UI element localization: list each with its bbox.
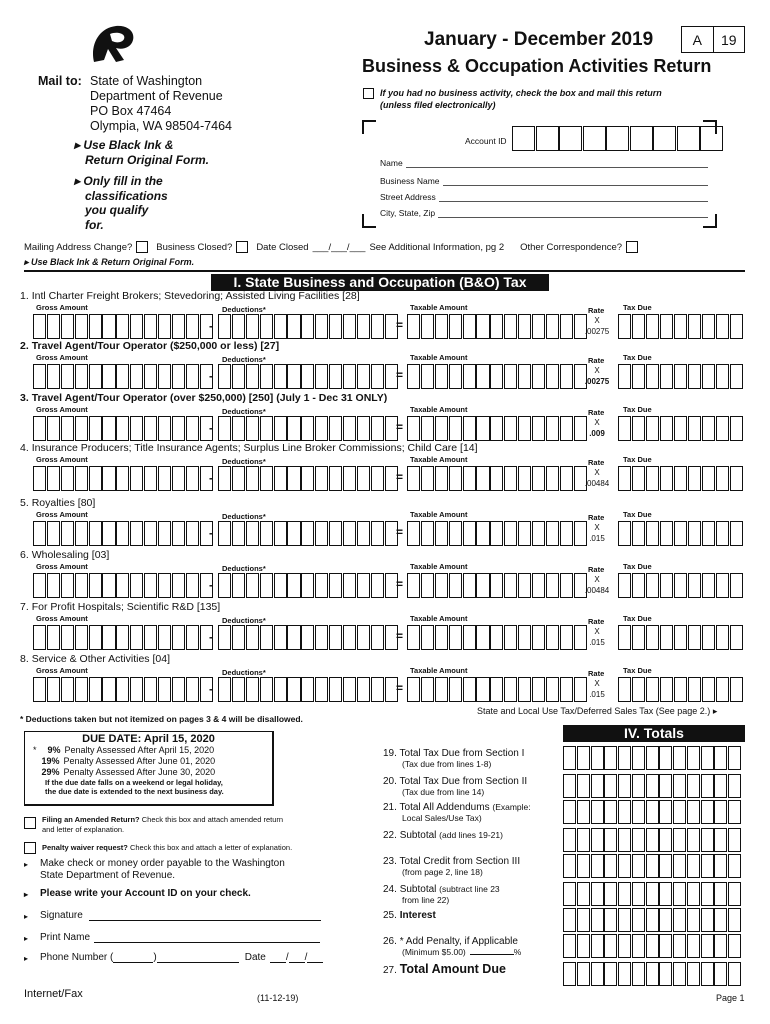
footer-left: Internet/Fax	[24, 988, 83, 1000]
total-number: 23.	[383, 856, 397, 867]
rate-multiplier	[583, 417, 611, 439]
gross-amount-field[interactable]	[33, 314, 213, 339]
business-name-label: Business Name	[380, 176, 440, 186]
total-number: 22.	[383, 830, 397, 841]
mail-line: Olympia, WA 98504-7464	[90, 119, 232, 133]
account-id-check-note: ▸ Please write your Account ID on your check.	[24, 888, 251, 899]
gross-amount-header: Gross Amount	[36, 303, 88, 312]
weekend-note: If the due date falls on a weekend or legal holiday,	[45, 778, 223, 787]
gross-amount-field[interactable]	[33, 364, 213, 389]
use-tax-note: State and Local Use Tax/Deferred Sales Tax (See page 2.) ▸	[477, 706, 718, 716]
taxable-amount-header: Taxable Amount	[410, 666, 468, 675]
payment-line: State Department of Revenue.	[40, 869, 176, 881]
amended-return-text	[42, 815, 283, 835]
total-inline-note: (Example:	[492, 802, 531, 812]
gross-amount-field[interactable]	[33, 677, 213, 702]
street-address-label: Street Address	[380, 192, 436, 202]
mail-line: State of Washington	[90, 74, 203, 88]
gross-amount-field[interactable]	[33, 573, 213, 598]
line-number: 6.	[20, 549, 29, 561]
total-label: Total All Addendums	[399, 802, 490, 813]
waiver-bold: Penalty waiver request?	[42, 843, 128, 852]
section-1-title: I. State Business and Occupation (B&O) Tax	[211, 274, 549, 291]
street-address-field[interactable]	[380, 192, 708, 202]
line-label: Service & Other Activities [04]	[31, 653, 170, 665]
multiply-sign: X	[594, 523, 600, 532]
equals-sign: =	[396, 577, 404, 591]
gross-amount-field[interactable]	[33, 521, 213, 546]
rate-multiplier	[583, 522, 611, 544]
section-4-title: IV. Totals	[563, 725, 745, 742]
taxable-amount-field[interactable]	[407, 625, 587, 650]
taxable-amount-field[interactable]	[407, 677, 587, 702]
multiply-sign: X	[594, 468, 600, 477]
taxable-amount-field[interactable]	[407, 521, 587, 546]
total-number: 21.	[383, 802, 397, 813]
total-amount-field[interactable]	[563, 908, 742, 932]
multiply-sign: X	[594, 679, 600, 688]
minus-sign: -	[209, 526, 213, 540]
penalty-pct: 9%	[47, 745, 61, 755]
address-bracket	[362, 214, 376, 228]
tax-due-header: Tax Due	[623, 303, 652, 312]
tax-due-field[interactable]	[618, 573, 744, 598]
tax-due-header: Tax Due	[623, 614, 652, 623]
total-amount-field[interactable]	[563, 774, 742, 798]
line-title	[20, 442, 478, 454]
tax-due-header: Tax Due	[623, 666, 652, 675]
total-label: Total Credit from Section III	[399, 856, 521, 867]
mail-address	[90, 74, 232, 134]
penalty-waiver-text	[42, 842, 292, 854]
due-date-title: DUE DATE: April 15, 2020	[82, 733, 215, 745]
line-title	[20, 601, 220, 613]
penalty-pct: 29%	[41, 767, 60, 777]
total-amount-field[interactable]	[563, 800, 742, 824]
account-id-field[interactable]	[512, 126, 724, 151]
payment-line: Make check or money order payable to the Washington	[40, 858, 285, 869]
date-slash: /	[304, 952, 308, 963]
business-name-field[interactable]	[380, 176, 708, 186]
rate-header: Rate	[588, 356, 605, 365]
minus-sign: -	[209, 630, 213, 644]
total-sub-note: from line 22)	[402, 895, 450, 905]
equals-sign: =	[396, 470, 404, 484]
note-line: Use Black Ink &	[83, 138, 174, 152]
address-bracket	[362, 120, 376, 134]
amended-text: Check this box and attach amended return	[141, 815, 284, 824]
equals-sign: =	[396, 629, 404, 643]
line-number: 7.	[20, 601, 29, 613]
tax-due-field[interactable]	[618, 625, 744, 650]
no-business-line: If you had no business activity, check the box and mail this return	[380, 88, 662, 98]
amended-return-checkbox[interactable]	[24, 817, 36, 829]
minus-sign: -	[209, 421, 213, 435]
signature-field[interactable]: ▸ Signature	[24, 910, 321, 921]
deductions-note: * Deductions taken but not itemized on pages 3 & 4 will be disallowed.	[20, 714, 303, 724]
multiply-sign: X	[594, 575, 600, 584]
date-closed-field[interactable]: ___/___/___	[312, 241, 366, 253]
form-title: Business & Occupation Activities Return	[362, 56, 712, 76]
gross-amount-header: Gross Amount	[36, 614, 88, 623]
rate-multiplier	[583, 678, 611, 700]
tax-due-field[interactable]	[618, 364, 744, 389]
no-business-line: (unless filed electronically)	[380, 100, 496, 110]
address-change-checkbox[interactable]	[136, 241, 148, 253]
taxable-amount-header: Taxable Amount	[410, 353, 468, 362]
penalty-text: Penalty Assessed After June 30, 2020	[63, 767, 216, 777]
taxable-amount-field[interactable]	[407, 416, 587, 441]
total-line	[383, 884, 500, 906]
deductions-field[interactable]	[218, 416, 398, 441]
print-name-label: Print Name	[40, 932, 91, 943]
amended-bold: Filing an Amended Return?	[42, 815, 140, 824]
form-code-box	[681, 26, 745, 53]
equals-sign: =	[396, 525, 404, 539]
taxable-amount-header: Taxable Amount	[410, 303, 468, 312]
total-sub-note: (Minimum $5.00)	[402, 947, 466, 957]
phone-paren: )	[153, 952, 157, 963]
city-state-zip-field[interactable]	[380, 208, 708, 218]
rate-header: Rate	[588, 617, 605, 626]
line-number: 4.	[20, 442, 29, 454]
total-number: 20.	[383, 776, 397, 787]
deductions-field[interactable]	[218, 677, 398, 702]
gross-amount-header: Gross Amount	[36, 562, 88, 571]
total-line	[383, 936, 521, 958]
total-label: Total Tax Due from Section II	[399, 776, 528, 787]
gross-amount-field[interactable]	[33, 466, 213, 491]
minus-sign: -	[209, 369, 213, 383]
total-number: 19.	[383, 748, 397, 759]
no-business-checkbox[interactable]	[363, 88, 374, 99]
other-correspondence-checkbox[interactable]	[626, 241, 638, 253]
line-label: Royalties [80]	[31, 497, 96, 509]
tax-due-field[interactable]	[618, 466, 744, 491]
total-line	[383, 856, 520, 878]
multiply-sign: X	[594, 627, 600, 636]
rate-multiplier	[583, 626, 611, 648]
line-number: 1.	[20, 290, 29, 302]
note-line: for.	[85, 217, 104, 232]
total-sub-note: (Tax due from lines 1-8)	[402, 759, 492, 769]
taxable-amount-field[interactable]	[407, 314, 587, 339]
tax-due-header: Tax Due	[623, 510, 652, 519]
total-amount-field[interactable]	[563, 854, 742, 878]
gross-amount-header: Gross Amount	[36, 455, 88, 464]
total-amount-field[interactable]	[563, 746, 742, 770]
see-additional-note: See Additional Information, pg 2	[369, 241, 505, 253]
deductions-field[interactable]	[218, 364, 398, 389]
amended-return-row	[24, 815, 283, 835]
deductions-header: Deductions*	[222, 616, 266, 625]
line-title	[20, 340, 279, 352]
percent-sign: %	[513, 947, 522, 957]
line-label: Travel Agent/Tour Operator (over $250,000) [250] (July 1 - Dec 31 ONLY)	[31, 392, 388, 404]
equals-sign: =	[396, 681, 404, 695]
city-label: City, State, Zip	[380, 208, 436, 218]
tax-due-header: Tax Due	[623, 562, 652, 571]
gross-amount-header: Gross Amount	[36, 510, 88, 519]
line-label: Intl Charter Freight Brokers; Stevedoring; Assisted Living Facilities [28]	[31, 290, 360, 302]
taxable-amount-field[interactable]	[407, 364, 587, 389]
line-label: Wholesaling [03]	[31, 549, 110, 561]
date-closed-label: Date Closed	[256, 241, 309, 253]
line-number: 2.	[20, 340, 29, 352]
phone-label: Phone Number (	[40, 952, 114, 963]
mail-to-label: Mail to:	[38, 74, 82, 88]
deductions-field[interactable]	[218, 466, 398, 491]
line-title	[20, 653, 170, 665]
form-code: A	[692, 31, 702, 48]
total-line	[383, 910, 436, 921]
rate-multiplier	[583, 365, 611, 387]
line-label: Insurance Producers; Title Insurance Agents; Surplus Line Broker Commissions; Child Care [14]	[31, 442, 478, 454]
rate-multiplier	[583, 467, 611, 489]
deductions-header: Deductions*	[222, 305, 266, 314]
deductions-header: Deductions*	[222, 668, 266, 677]
deductions-header: Deductions*	[222, 407, 266, 416]
rate-header: Rate	[588, 458, 605, 467]
tax-due-field[interactable]	[618, 521, 744, 546]
status-row	[24, 241, 646, 253]
account-id-label: Account ID	[465, 136, 507, 146]
taxable-amount-header: Taxable Amount	[410, 405, 468, 414]
due-date-box	[24, 731, 274, 806]
total-inline-note: (add lines 19-21)	[439, 830, 503, 840]
minus-sign: -	[209, 578, 213, 592]
tax-due-field[interactable]	[618, 416, 744, 441]
gross-amount-field[interactable]	[33, 625, 213, 650]
rate-multiplier	[583, 574, 611, 596]
multiply-sign: X	[594, 418, 600, 427]
minus-sign: -	[209, 319, 213, 333]
tax-rate: .009	[589, 429, 605, 438]
deductions-field[interactable]	[218, 521, 398, 546]
taxable-amount-header: Taxable Amount	[410, 455, 468, 464]
waiver-text: Check this box and attach a letter of explanation.	[129, 843, 293, 852]
penalty-text: Penalty Assessed After April 15, 2020	[64, 745, 215, 755]
deductions-header: Deductions*	[222, 512, 266, 521]
line-title	[20, 549, 109, 561]
use-black-ink-text: Use Black Ink & Return Original Form.	[31, 257, 195, 267]
tax-due-header: Tax Due	[623, 455, 652, 464]
total-label: Subtotal	[399, 830, 437, 841]
tax-due-field[interactable]	[618, 677, 744, 702]
taxable-amount-header: Taxable Amount	[410, 562, 468, 571]
other-correspondence-label: Other Correspondence?	[520, 241, 623, 253]
line-title	[20, 497, 95, 509]
print-name-field[interactable]: ▸ Print Name	[24, 932, 320, 943]
penalty-line	[33, 767, 272, 778]
address-change-label: Mailing Address Change?	[24, 241, 133, 253]
penalty-text: Penalty Assessed After June 01, 2020	[63, 756, 216, 766]
business-closed-checkbox[interactable]	[236, 241, 248, 253]
penalty-line: * 9% Penalty Assessed After April 15, 2020	[33, 745, 215, 755]
use-tax-text: State and Local Use Tax/Deferred Sales Tax (See page 2.)	[477, 706, 711, 716]
tax-due-header: Tax Due	[623, 353, 652, 362]
note-line: Return Original Form.	[85, 152, 210, 167]
total-number: 24.	[383, 884, 397, 895]
deductions-header: Deductions*	[222, 564, 266, 573]
total-line	[383, 802, 531, 824]
deductions-header: Deductions*	[222, 355, 266, 364]
footer-center: (11-12-19)	[257, 993, 299, 1003]
total-amount-field[interactable]	[563, 882, 742, 906]
total-sub-note: (from page 2, line 18)	[402, 867, 483, 877]
name-label: Name	[380, 158, 403, 168]
total-label: Total Amount Due	[399, 962, 506, 976]
phone-date-row: ▸ Phone Number ( ) Date / /	[24, 952, 323, 963]
signature-label: Signature	[40, 910, 83, 921]
gross-amount-field[interactable]	[33, 416, 213, 441]
tax-rate: .015	[589, 638, 605, 647]
total-amount-field[interactable]	[563, 934, 742, 958]
rate-header: Rate	[588, 565, 605, 574]
rate-header: Rate	[588, 408, 605, 417]
total-number: 27.	[383, 965, 397, 976]
total-line	[383, 964, 506, 976]
total-label: * Add Penalty, if Applicable	[399, 936, 518, 947]
weekend-note: the due date is extended to the next business day.	[45, 787, 224, 796]
taxable-amount-field[interactable]	[407, 573, 587, 598]
tax-due-field[interactable]	[618, 314, 744, 339]
total-amount-field[interactable]	[563, 828, 742, 852]
equals-sign: =	[396, 420, 404, 434]
phone-number-field[interactable]	[157, 952, 239, 963]
total-label: Interest	[399, 910, 436, 921]
penalty-waiver-checkbox[interactable]	[24, 842, 36, 854]
note-line: Only fill in the	[83, 174, 163, 188]
total-line	[383, 748, 524, 770]
date-slash: /	[285, 952, 289, 963]
penalty-waiver-row	[24, 842, 292, 854]
line-number: 5.	[20, 497, 29, 509]
taxable-amount-field[interactable]	[407, 466, 587, 491]
deductions-field[interactable]	[218, 573, 398, 598]
deductions-field[interactable]	[218, 625, 398, 650]
gross-amount-header: Gross Amount	[36, 353, 88, 362]
penalty-line	[33, 756, 272, 767]
no-business-note	[380, 87, 710, 111]
total-label: Total Tax Due from Section I	[399, 748, 525, 759]
rate-header: Rate	[588, 306, 605, 315]
account-note-text: Please write your Account ID on your check.	[40, 888, 251, 899]
amended-text: and letter of explanation.	[42, 825, 125, 834]
tax-rate: .00484	[584, 586, 610, 595]
form-number: 19	[713, 27, 745, 52]
name-field[interactable]	[380, 158, 708, 168]
line-number: 8.	[20, 653, 29, 665]
line-number: 3.	[20, 392, 29, 404]
dor-logo-icon	[88, 22, 138, 68]
taxable-amount-header: Taxable Amount	[410, 614, 468, 623]
mail-line: PO Box 47464	[90, 104, 172, 118]
gross-amount-header: Gross Amount	[36, 666, 88, 675]
line-label: For Profit Hospitals; Scientific R&D [135]	[31, 601, 221, 613]
phone-area-field[interactable]	[113, 952, 153, 963]
minus-sign: -	[209, 682, 213, 696]
tax-rate: .015	[589, 534, 605, 543]
mail-line: Department of Revenue	[90, 89, 223, 103]
line-title	[20, 392, 387, 404]
date-label: Date	[244, 952, 266, 963]
multiply-sign: X	[594, 316, 600, 325]
divider	[24, 270, 745, 272]
black-ink-note: ▸ Use Black Ink & Return Original Form.	[74, 138, 210, 167]
total-inline-note: (subtract line 23	[439, 884, 500, 894]
footer-page: Page 1	[716, 993, 745, 1003]
business-closed-label: Business Closed?	[156, 241, 233, 253]
classification-note: ▸ Only fill in the classifications you qualify for.	[74, 174, 168, 232]
total-sub-note: Local Sales/Use Tax)	[402, 813, 482, 823]
payment-instruction: ▸ Make check or money order payable to the Washington State Department of Revenue.	[24, 858, 285, 881]
equals-sign: =	[396, 318, 404, 332]
rate-multiplier	[583, 315, 611, 337]
line-title	[20, 290, 360, 302]
deductions-field[interactable]	[218, 314, 398, 339]
note-line: classifications	[85, 188, 168, 203]
taxable-amount-header: Taxable Amount	[410, 510, 468, 519]
total-sub-note: (Tax due from line 14)	[402, 787, 485, 797]
tax-rate: .00275	[584, 327, 610, 336]
gross-amount-header: Gross Amount	[36, 405, 88, 414]
multiply-sign: X	[594, 366, 600, 375]
note-line: you qualify	[85, 203, 149, 217]
total-line	[383, 776, 527, 798]
line-label: Travel Agent/Tour Operator ($250,000 or less) [27]	[31, 340, 280, 352]
rate-header: Rate	[588, 669, 605, 678]
tax-due-header: Tax Due	[623, 405, 652, 414]
tax-rate: .015	[589, 690, 605, 699]
use-black-ink-note: ▸ Use Black Ink & Return Original Form.	[24, 257, 195, 267]
equals-sign: =	[396, 368, 404, 382]
penalty-pct: 19%	[41, 756, 60, 766]
minus-sign: -	[209, 471, 213, 485]
total-line	[383, 830, 503, 841]
deductions-header: Deductions*	[222, 457, 266, 466]
total-number: 25.	[383, 910, 397, 921]
return-period: January - December 2019	[424, 29, 654, 50]
tax-rate: .00275	[584, 377, 610, 386]
date-field[interactable]	[270, 952, 286, 963]
tax-rate: .00484	[584, 479, 610, 488]
total-label: Subtotal	[399, 884, 437, 895]
total-amount-field[interactable]	[563, 962, 742, 986]
rate-header: Rate	[588, 513, 605, 522]
total-number: 26.	[383, 936, 397, 947]
